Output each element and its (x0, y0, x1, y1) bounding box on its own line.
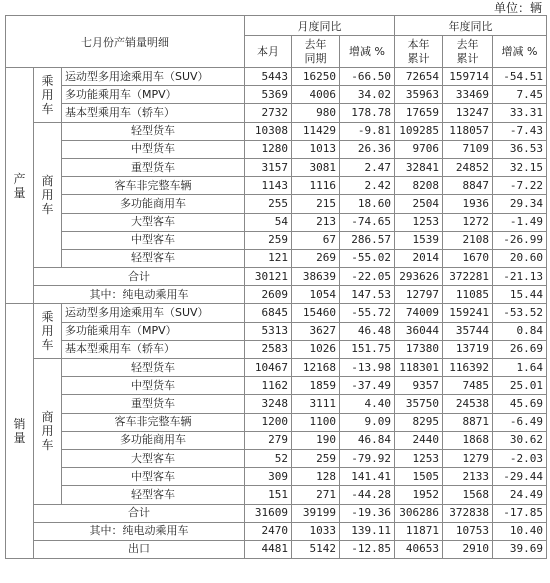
value-yearly-change: -17.85 (493, 504, 547, 522)
value-this-month: 2470 (245, 522, 292, 540)
value-yearly-change: 36.53 (493, 140, 547, 158)
value-last-ytd: 33469 (443, 86, 493, 104)
value-yearly-change: 1.64 (493, 359, 547, 377)
value-last-year-same-period: 1033 (292, 522, 340, 540)
value-last-ytd: 10753 (443, 522, 493, 540)
sales-passenger-group-label-text: 乘 用 车 (41, 310, 54, 353)
value-monthly-change: 141.41 (340, 468, 395, 486)
value-this-month: 30121 (245, 268, 292, 286)
value-last-year-same-period: 259 (292, 449, 340, 467)
value-this-month: 3248 (245, 395, 292, 413)
value-this-month: 5443 (245, 68, 292, 86)
value-last-year-same-period: 271 (292, 486, 340, 504)
ev-label: 其中：纯电动乘用车 (34, 286, 245, 304)
value-monthly-change: 178.78 (340, 104, 395, 122)
ev-label: 其中：纯电动乘用车 (34, 522, 245, 540)
sales-section-label (6, 304, 34, 559)
value-last-year-same-period: 1859 (292, 377, 340, 395)
table-row-ev (6, 286, 547, 304)
value-yearly-change: 33.31 (493, 104, 547, 122)
item-name: 重型货车 (62, 158, 245, 176)
table-row (6, 449, 547, 467)
table-row-total (6, 504, 547, 522)
value-yearly-change: 10.40 (493, 522, 547, 540)
table-row (6, 377, 547, 395)
table-title: 七月份产销量明细 (6, 16, 245, 68)
value-ytd: 1539 (395, 231, 443, 249)
table-row (6, 213, 547, 231)
value-this-month: 6845 (245, 304, 292, 322)
value-ytd: 306286 (395, 504, 443, 522)
total-label: 合计 (34, 268, 245, 286)
value-ytd: 109285 (395, 122, 443, 140)
table-row (6, 104, 547, 122)
value-last-ytd: 1279 (443, 449, 493, 467)
value-monthly-change: 9.09 (340, 413, 395, 431)
value-yearly-change: 39.69 (493, 540, 547, 558)
value-yearly-change: -6.49 (493, 413, 547, 431)
col-header-last-ytd: 去年 累计 (443, 36, 493, 68)
value-last-year-same-period: 1054 (292, 286, 340, 304)
table-row (6, 195, 547, 213)
value-yearly-change: -54.51 (493, 68, 547, 86)
value-yearly-change: 15.44 (493, 286, 547, 304)
value-last-year-same-period: 38639 (292, 268, 340, 286)
value-this-month: 2583 (245, 340, 292, 358)
value-last-year-same-period: 3111 (292, 395, 340, 413)
value-monthly-change: 26.36 (340, 140, 395, 158)
value-monthly-change: -12.85 (340, 540, 395, 558)
col-header-monthly-change: 增减 % (340, 36, 395, 68)
value-last-year-same-period: 128 (292, 468, 340, 486)
total-label: 合计 (34, 504, 245, 522)
value-yearly-change: -2.03 (493, 449, 547, 467)
item-name: 客车非完整车辆 (62, 177, 245, 195)
item-name: 大型客车 (62, 449, 245, 467)
item-name: 大型客车 (62, 213, 245, 231)
value-yearly-change: 20.60 (493, 249, 547, 267)
value-last-year-same-period: 15460 (292, 304, 340, 322)
value-last-ytd: 8847 (443, 177, 493, 195)
value-monthly-change: 139.11 (340, 522, 395, 540)
table-row (6, 413, 547, 431)
value-ytd: 1952 (395, 486, 443, 504)
production-passenger-group-label-text: 乘 用 车 (41, 73, 54, 116)
value-yearly-change: -7.22 (493, 177, 547, 195)
sales-section-label-text: 销 量 (13, 417, 26, 446)
col-header-ytd: 本年 累计 (395, 36, 443, 68)
value-last-year-same-period: 1116 (292, 177, 340, 195)
value-ytd: 293626 (395, 268, 443, 286)
value-yearly-change: 29.34 (493, 195, 547, 213)
production-section-label (6, 68, 34, 304)
table-row (6, 158, 547, 176)
value-this-month: 255 (245, 195, 292, 213)
value-monthly-change: 147.53 (340, 286, 395, 304)
production-sales-table (5, 15, 547, 559)
value-ytd: 12797 (395, 286, 443, 304)
value-last-ytd: 2108 (443, 231, 493, 249)
value-ytd: 74009 (395, 304, 443, 322)
value-last-ytd: 7485 (443, 377, 493, 395)
value-last-year-same-period: 980 (292, 104, 340, 122)
value-last-year-same-period: 1026 (292, 340, 340, 358)
value-last-ytd: 116392 (443, 359, 493, 377)
sales-passenger-group-label (34, 304, 62, 359)
value-ytd: 9357 (395, 377, 443, 395)
value-last-ytd: 24538 (443, 395, 493, 413)
production-commercial-group-label (34, 122, 62, 268)
value-monthly-change: 4.40 (340, 395, 395, 413)
value-this-month: 2732 (245, 104, 292, 122)
table-row-export (6, 540, 547, 558)
value-last-year-same-period: 5142 (292, 540, 340, 558)
value-ytd: 11871 (395, 522, 443, 540)
table-row (6, 68, 547, 86)
value-last-year-same-period: 269 (292, 249, 340, 267)
value-this-month: 1280 (245, 140, 292, 158)
value-ytd: 1253 (395, 213, 443, 231)
item-name: 重型货车 (62, 395, 245, 413)
item-name: 中型客车 (62, 468, 245, 486)
value-last-ytd: 159241 (443, 304, 493, 322)
value-yearly-change: 32.15 (493, 158, 547, 176)
value-this-month: 121 (245, 249, 292, 267)
item-name: 轻型货车 (62, 122, 245, 140)
value-ytd: 40653 (395, 540, 443, 558)
value-monthly-change: 18.60 (340, 195, 395, 213)
value-this-month: 5313 (245, 322, 292, 340)
value-last-ytd: 24852 (443, 158, 493, 176)
item-name: 轻型货车 (62, 359, 245, 377)
table-row (6, 304, 547, 322)
value-yearly-change: -21.13 (493, 268, 547, 286)
value-last-ytd: 11085 (443, 286, 493, 304)
col-header-yearly-change: 增减 % (493, 36, 547, 68)
value-this-month: 10308 (245, 122, 292, 140)
value-last-ytd: 1936 (443, 195, 493, 213)
yearly-header: 年度同比 (395, 16, 547, 36)
production-section-label-text: 产 量 (13, 171, 26, 200)
value-ytd: 2440 (395, 431, 443, 449)
value-ytd: 1253 (395, 449, 443, 467)
table-row (6, 177, 547, 195)
value-yearly-change: -26.99 (493, 231, 547, 249)
value-last-year-same-period: 190 (292, 431, 340, 449)
value-last-ytd: 1568 (443, 486, 493, 504)
col-header-this-month: 本月 (245, 36, 292, 68)
value-monthly-change: 34.02 (340, 86, 395, 104)
value-monthly-change: -66.50 (340, 68, 395, 86)
table-row (6, 140, 547, 158)
item-name: 轻型客车 (62, 249, 245, 267)
value-monthly-change: 46.84 (340, 431, 395, 449)
table-row (6, 122, 547, 140)
item-name: 多功能乘用车（MPV） (62, 86, 245, 104)
value-monthly-change: -22.05 (340, 268, 395, 286)
item-name: 中型客车 (62, 231, 245, 249)
value-yearly-change: 45.69 (493, 395, 547, 413)
value-this-month: 54 (245, 213, 292, 231)
value-ytd: 35750 (395, 395, 443, 413)
value-ytd: 1505 (395, 468, 443, 486)
value-monthly-change: 46.48 (340, 322, 395, 340)
value-last-year-same-period: 39199 (292, 504, 340, 522)
value-yearly-change: -7.43 (493, 122, 547, 140)
export-label: 出口 (34, 540, 245, 558)
item-name: 多功能商用车 (62, 195, 245, 213)
value-last-ytd: 118057 (443, 122, 493, 140)
value-yearly-change: 24.49 (493, 486, 547, 504)
value-ytd: 9706 (395, 140, 443, 158)
value-this-month: 2609 (245, 286, 292, 304)
value-last-ytd: 159714 (443, 68, 493, 86)
value-monthly-change: -37.49 (340, 377, 395, 395)
item-name: 多功能乘用车（MPV） (62, 322, 245, 340)
value-this-month: 259 (245, 231, 292, 249)
table-row-ev (6, 522, 547, 540)
value-ytd: 8208 (395, 177, 443, 195)
value-this-month: 3157 (245, 158, 292, 176)
value-yearly-change: -29.44 (493, 468, 547, 486)
value-last-year-same-period: 16250 (292, 68, 340, 86)
value-last-year-same-period: 1100 (292, 413, 340, 431)
value-this-month: 5369 (245, 86, 292, 104)
sales-commercial-group-label-text: 商 用 车 (41, 410, 54, 453)
value-last-year-same-period: 11429 (292, 122, 340, 140)
value-this-month: 4481 (245, 540, 292, 558)
value-this-month: 31609 (245, 504, 292, 522)
table-row (6, 86, 547, 104)
value-monthly-change: 2.47 (340, 158, 395, 176)
item-name: 运动型多用途乘用车（SUV） (62, 68, 245, 86)
value-last-ytd: 1272 (443, 213, 493, 231)
table-body (6, 16, 547, 559)
item-name: 轻型客车 (62, 486, 245, 504)
production-commercial-group-label-text: 商 用 车 (41, 173, 54, 216)
value-this-month: 10467 (245, 359, 292, 377)
value-this-month: 151 (245, 486, 292, 504)
value-last-ytd: 7109 (443, 140, 493, 158)
value-ytd: 35963 (395, 86, 443, 104)
value-last-year-same-period: 67 (292, 231, 340, 249)
value-last-year-same-period: 3627 (292, 322, 340, 340)
table-row (6, 468, 547, 486)
item-name: 基本型乘用车（轿车） (62, 104, 245, 122)
value-last-ytd: 2133 (443, 468, 493, 486)
production-passenger-group-label (34, 68, 62, 123)
item-name: 中型货车 (62, 140, 245, 158)
value-ytd: 2504 (395, 195, 443, 213)
value-last-year-same-period: 3081 (292, 158, 340, 176)
value-last-year-same-period: 213 (292, 213, 340, 231)
value-yearly-change: 30.62 (493, 431, 547, 449)
value-monthly-change: 2.42 (340, 177, 395, 195)
value-monthly-change: 286.57 (340, 231, 395, 249)
value-ytd: 36044 (395, 322, 443, 340)
header-row-1 (6, 16, 547, 36)
value-yearly-change: -1.49 (493, 213, 547, 231)
value-monthly-change: -79.92 (340, 449, 395, 467)
table-row (6, 395, 547, 413)
value-yearly-change: 0.84 (493, 322, 547, 340)
value-monthly-change: 151.75 (340, 340, 395, 358)
value-ytd: 8295 (395, 413, 443, 431)
item-name: 基本型乘用车（轿车） (62, 340, 245, 358)
value-last-ytd: 372838 (443, 504, 493, 522)
value-last-year-same-period: 1013 (292, 140, 340, 158)
table-row (6, 359, 547, 377)
value-ytd: 72654 (395, 68, 443, 86)
value-yearly-change: 25.01 (493, 377, 547, 395)
table-row (6, 431, 547, 449)
value-this-month: 52 (245, 449, 292, 467)
table-row (6, 486, 547, 504)
item-name: 多功能商用车 (62, 431, 245, 449)
value-this-month: 1162 (245, 377, 292, 395)
value-last-ytd: 8871 (443, 413, 493, 431)
value-yearly-change: -53.52 (493, 304, 547, 322)
item-name: 运动型多用途乘用车（SUV） (62, 304, 245, 322)
value-ytd: 17659 (395, 104, 443, 122)
monthly-header: 月度同比 (245, 16, 395, 36)
value-this-month: 309 (245, 468, 292, 486)
sales-commercial-group-label (34, 359, 62, 505)
value-last-ytd: 13247 (443, 104, 493, 122)
value-last-ytd: 1868 (443, 431, 493, 449)
value-monthly-change: -74.65 (340, 213, 395, 231)
table-row-total (6, 268, 547, 286)
value-ytd: 17380 (395, 340, 443, 358)
item-name: 中型货车 (62, 377, 245, 395)
value-ytd: 2014 (395, 249, 443, 267)
value-last-ytd: 372281 (443, 268, 493, 286)
value-last-year-same-period: 4006 (292, 86, 340, 104)
value-yearly-change: 7.45 (493, 86, 547, 104)
value-last-ytd: 1670 (443, 249, 493, 267)
table-row (6, 231, 547, 249)
value-last-year-same-period: 215 (292, 195, 340, 213)
value-yearly-change: 26.69 (493, 340, 547, 358)
value-this-month: 279 (245, 431, 292, 449)
unit-label: 单位：辆 (493, 1, 542, 15)
value-last-ytd: 35744 (443, 322, 493, 340)
value-monthly-change: -13.98 (340, 359, 395, 377)
value-last-year-same-period: 12168 (292, 359, 340, 377)
value-ytd: 32841 (395, 158, 443, 176)
value-last-ytd: 13719 (443, 340, 493, 358)
value-monthly-change: -9.81 (340, 122, 395, 140)
value-last-ytd: 2910 (443, 540, 493, 558)
value-this-month: 1200 (245, 413, 292, 431)
table-row (6, 249, 547, 267)
value-monthly-change: -55.02 (340, 249, 395, 267)
value-monthly-change: -19.36 (340, 504, 395, 522)
table-row (6, 322, 547, 340)
value-monthly-change: -55.72 (340, 304, 395, 322)
value-this-month: 1143 (245, 177, 292, 195)
value-ytd: 118301 (395, 359, 443, 377)
col-header-last-year-same-period: 去年 同期 (292, 36, 340, 68)
value-monthly-change: -44.28 (340, 486, 395, 504)
table-row (6, 340, 547, 358)
item-name: 客车非完整车辆 (62, 413, 245, 431)
